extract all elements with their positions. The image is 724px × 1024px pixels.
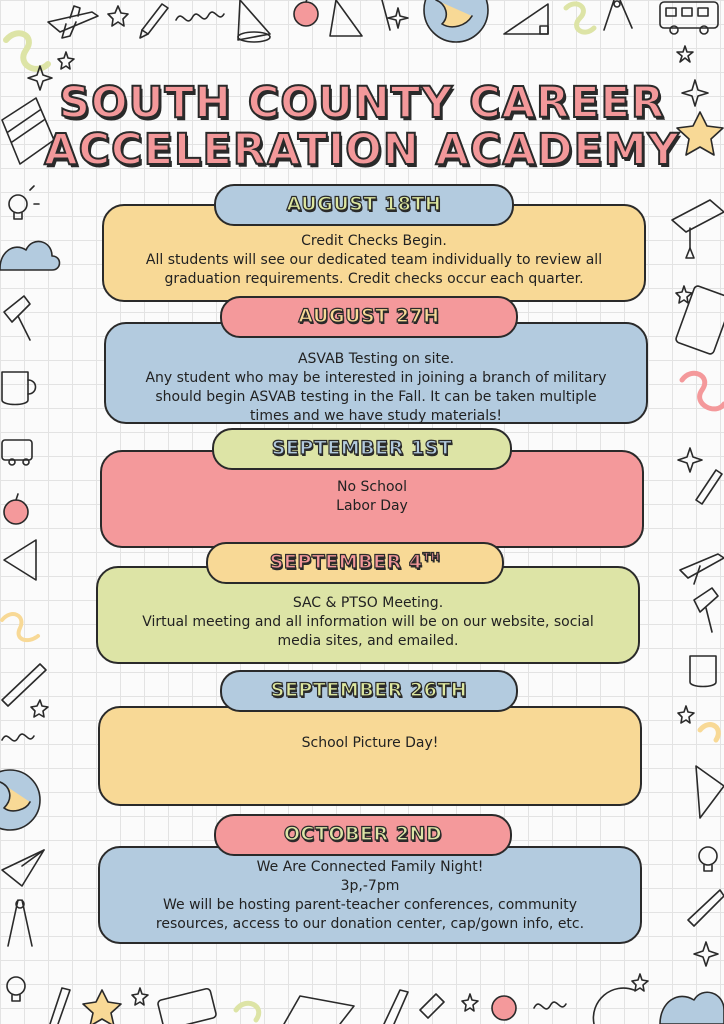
star-icon — [132, 988, 148, 1005]
star-icon — [388, 8, 408, 28]
pencil-icon — [696, 470, 722, 504]
pencil-icon — [140, 4, 168, 38]
swirl-doodle — [6, 33, 48, 69]
event-line: All students will see our dedicated team individually to review all — [145, 252, 603, 268]
page-title-line-2: ACCELERATION ACADEMY — [44, 125, 680, 175]
star-icon — [678, 706, 694, 723]
event-line: 3p,-7pm — [340, 878, 400, 894]
event-card-september-26 — [98, 706, 642, 806]
pencil-icon — [384, 990, 408, 1024]
page-title — [0, 80, 724, 174]
pen-icon — [688, 890, 724, 926]
apple-icon — [294, 0, 318, 26]
event-line: We will be hosting parent-teacher conferences, community — [162, 897, 577, 913]
spiral-doodle — [534, 1002, 566, 1009]
event-date-august-18 — [214, 184, 514, 226]
school-bus-icon — [660, 2, 718, 34]
event-line: should begin ASVAB testing in the Fall. It can be taken multiple — [155, 389, 597, 405]
event-date-label: SEPTEMBER 4 — [269, 551, 423, 573]
apple-icon — [4, 494, 28, 524]
airplane-icon — [680, 554, 724, 584]
compass-icon — [604, 0, 632, 30]
pushpin-icon — [4, 296, 30, 340]
event-line: Labor Day — [336, 498, 408, 514]
pencil-icon — [50, 988, 70, 1024]
mug-icon — [2, 372, 36, 405]
swirl-doodle — [566, 4, 594, 32]
triangle-ruler-icon — [504, 4, 548, 34]
spiral-doodle — [176, 12, 224, 21]
swirl-doodle — [2, 614, 38, 640]
compass-icon — [8, 900, 32, 946]
school-bus-icon — [2, 440, 32, 465]
spiral-doodle — [2, 734, 34, 741]
cloud-icon — [0, 241, 60, 270]
ruler-cone-icon — [238, 0, 270, 42]
event-line: No School — [337, 479, 407, 495]
event-date-september-1 — [212, 428, 512, 470]
star-icon — [677, 46, 693, 62]
paper-plane-icon — [2, 850, 44, 886]
swirl-doodle — [682, 373, 724, 409]
event-date-october-2 — [214, 814, 512, 856]
page-title-line-1: SOUTH COUNTY CAREER — [59, 78, 665, 128]
cloud-icon — [660, 992, 724, 1024]
event-line: media sites, and emailed. — [277, 633, 459, 649]
lightbulb-icon — [7, 977, 25, 1001]
ruler-cone-icon — [4, 540, 36, 580]
mug-icon — [690, 656, 716, 687]
lightbulb-icon — [9, 186, 39, 219]
event-date-superscript: TH — [422, 550, 441, 564]
event-date-label: AUGUST 27H — [298, 305, 440, 327]
event-line: graduation requirements. Credit checks occur each quarter. — [164, 271, 584, 287]
globe-icon — [0, 770, 40, 830]
lightbulb-icon — [699, 847, 717, 871]
book-icon — [284, 996, 354, 1024]
event-line: Any student who may be interested in joining a branch of military — [145, 370, 607, 386]
event-date-label: SEPTEMBER 1ST — [271, 437, 453, 459]
event-card-october-2 — [98, 846, 642, 944]
globe-icon — [424, 0, 488, 42]
star-icon — [462, 994, 478, 1011]
event-line: We Are Connected Family Night! — [256, 859, 484, 875]
event-date-label: SEPTEMBER 26TH — [270, 679, 468, 701]
event-date-august-27 — [220, 296, 518, 338]
star-icon — [58, 52, 74, 69]
event-line: resources, access to our donation center, cap/gown info, etc. — [155, 916, 585, 932]
event-line: times and we have study materials! — [249, 408, 503, 424]
star-icon — [108, 6, 128, 26]
airplane-icon — [48, 6, 98, 38]
star-icon — [83, 990, 121, 1024]
event-date-september-26 — [220, 670, 518, 712]
event-line: School Picture Day! — [301, 735, 439, 751]
event-line: Virtual meeting and all information will be on our website, social — [142, 614, 594, 630]
event-line: ASVAB Testing on site. — [297, 351, 455, 367]
event-line: Credit Checks Begin. — [301, 233, 447, 249]
triangle-ruler-icon — [330, 0, 390, 36]
swirl-doodle — [700, 725, 718, 740]
star-icon — [694, 942, 718, 966]
school-bus-icon — [157, 988, 217, 1024]
pushpin-icon — [420, 994, 444, 1018]
event-line: SAC & PTSO Meeting. — [292, 595, 444, 611]
graduation-cap-icon — [672, 200, 724, 258]
ruler-cone-icon — [696, 766, 724, 818]
event-date-label: OCTOBER 2ND — [283, 823, 443, 845]
pushpin-icon — [694, 588, 718, 632]
swirl-doodle — [236, 1003, 259, 1020]
protractor-icon — [593, 988, 634, 1024]
apple-icon — [492, 996, 516, 1020]
event-date-label: AUGUST 18TH — [286, 193, 442, 215]
calculator-icon — [675, 285, 724, 355]
event-date-september-4 — [206, 542, 504, 584]
star-icon — [31, 700, 48, 717]
star-icon — [678, 448, 702, 472]
star-icon — [632, 974, 648, 991]
